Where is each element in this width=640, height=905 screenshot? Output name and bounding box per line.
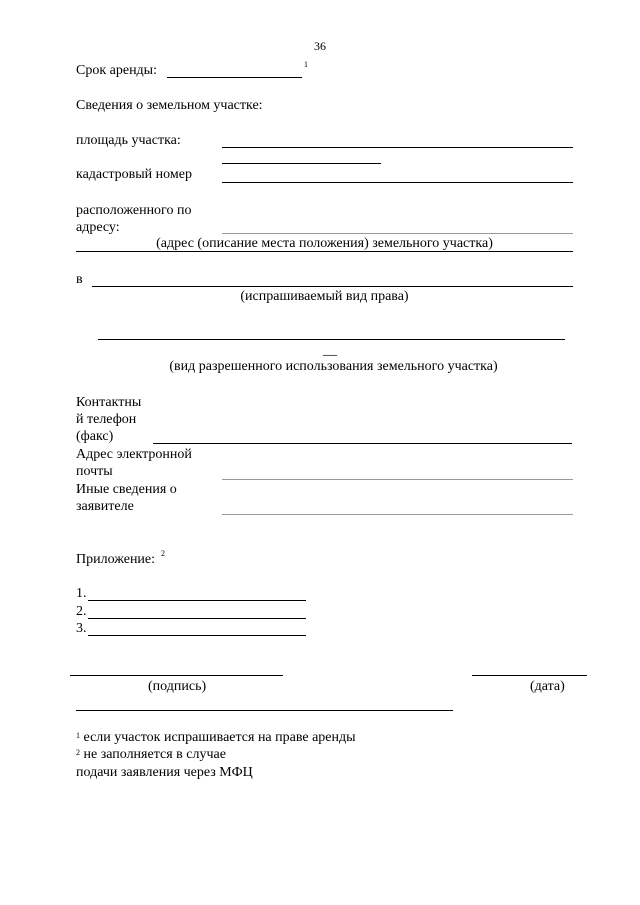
footnote-separator xyxy=(76,710,453,711)
rent-term-label: Срок аренды: xyxy=(76,63,157,78)
footnote-2-mark: 2 xyxy=(76,748,80,757)
contact-phone-label-line2: й телефон xyxy=(76,412,137,427)
contact-phone-label-line1: Контактны xyxy=(76,395,142,410)
attachment-item-2-field[interactable] xyxy=(88,618,306,619)
footnote-2 xyxy=(76,747,226,763)
footnote-1-text: если участок испрашивается на праве аренды xyxy=(83,730,356,745)
attachment-item-2-number: 2. xyxy=(76,604,87,619)
rent-term-field[interactable] xyxy=(167,77,302,78)
area-label: площадь участка: xyxy=(76,133,181,148)
address-label-line1: расположенного по xyxy=(76,203,192,218)
address-field[interactable] xyxy=(222,233,573,234)
date-caption: (дата) xyxy=(530,679,565,694)
other-info-label-line2: заявителе xyxy=(76,499,134,514)
address-caption: (адрес (описание места положения) земельного участка) xyxy=(156,236,493,251)
area-field-second-line[interactable] xyxy=(222,163,381,164)
cadastral-field[interactable] xyxy=(222,182,573,183)
contact-phone-label-line3: (факс) xyxy=(76,429,114,444)
contact-phone-field[interactable] xyxy=(153,443,572,444)
address-field-second-line[interactable] xyxy=(76,251,573,252)
footnote-1-mark: 1 xyxy=(76,731,80,740)
permitted-use-field[interactable] xyxy=(98,339,565,340)
signature-field[interactable] xyxy=(70,675,283,676)
signature-caption: (подпись) xyxy=(148,679,207,694)
attachments-label: Приложение: xyxy=(76,552,156,567)
other-info-field[interactable] xyxy=(222,514,573,515)
attachment-item-3-number: 3. xyxy=(76,621,87,636)
permitted-use-dash: __ xyxy=(323,343,337,358)
footnote-2-continuation: подачи заявления через МФЦ xyxy=(76,765,253,780)
land-info-heading: Сведения о земельном участке: xyxy=(76,98,263,113)
email-label-line2: почты xyxy=(76,464,113,479)
attachment-item-3-field[interactable] xyxy=(88,635,306,636)
rent-term-footnote-mark: 1 xyxy=(304,60,308,69)
other-info-label-line1: Иные сведения о xyxy=(76,482,177,497)
cadastral-label: кадастровый номер xyxy=(76,167,192,182)
page-number: 36 xyxy=(314,39,326,53)
attachment-item-1-field[interactable] xyxy=(88,600,306,601)
footnote-1 xyxy=(76,730,356,746)
date-field[interactable] xyxy=(472,675,587,676)
right-field[interactable] xyxy=(92,286,573,287)
permitted-use-caption: (вид разрешенного использования земельного участка) xyxy=(169,359,498,374)
footnote-2-text: не заполняется в случае xyxy=(83,747,226,762)
right-prefix: в xyxy=(76,272,83,287)
address-label-line2: адресу: xyxy=(76,220,120,235)
right-caption: (испрашиваемый вид права) xyxy=(240,289,409,304)
attachments-footnote-mark: 2 xyxy=(161,549,165,558)
attachment-item-1-number: 1. xyxy=(76,586,87,601)
email-field[interactable] xyxy=(222,479,573,480)
email-label-line1: Адрес электронной xyxy=(76,447,192,462)
area-field[interactable] xyxy=(222,147,573,148)
